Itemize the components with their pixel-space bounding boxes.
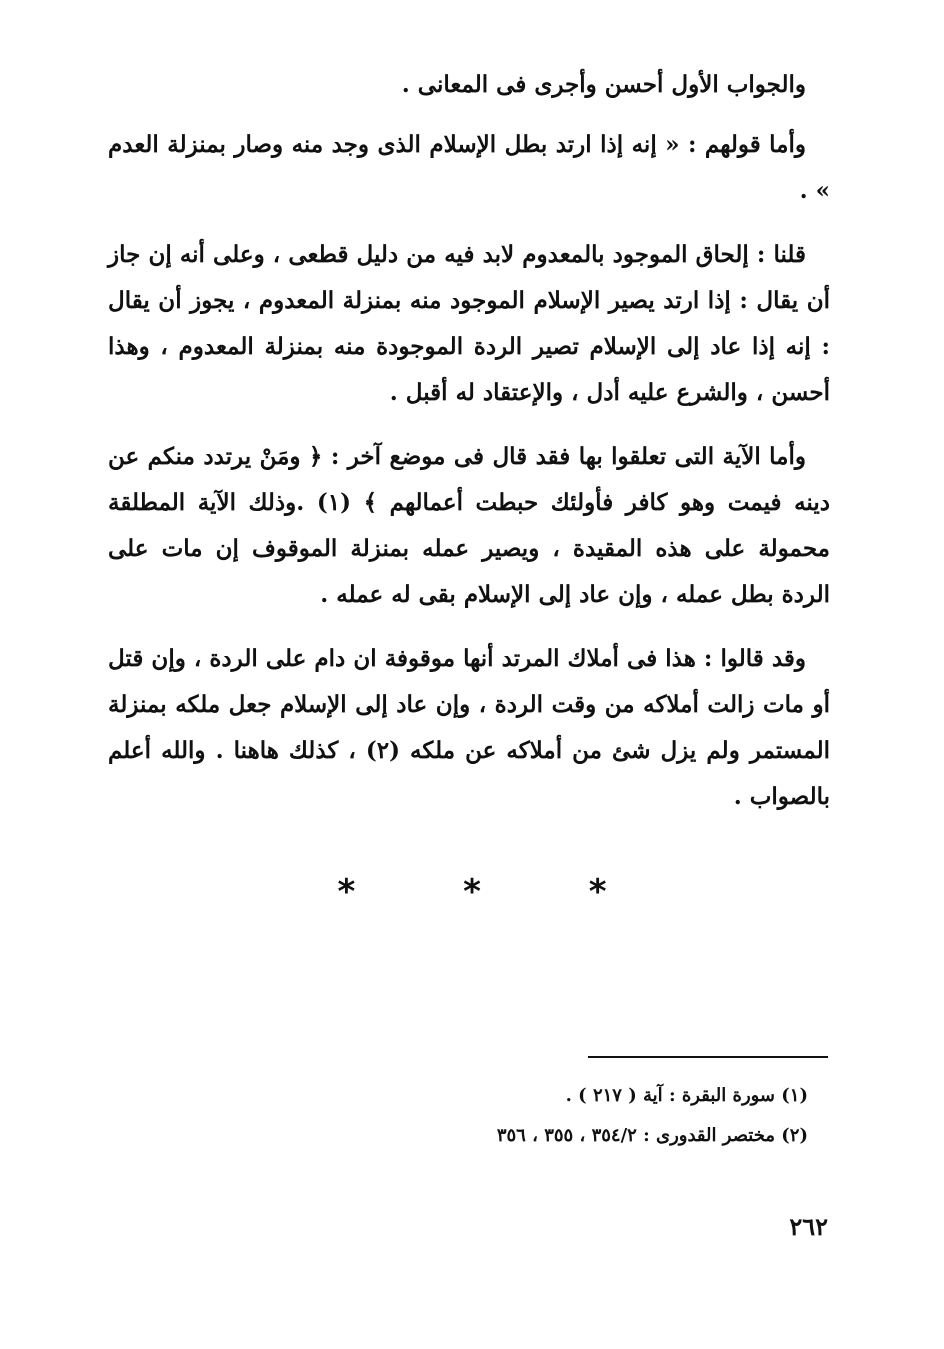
paragraph-3: قلنا : إلحاق الموجود بالمعدوم لابد فيه من دليل قطعى ، وعلى أنه إن جاز أن يقال : إذا ارتد يصير الإسلام الموجود منه بمنزلة المعدوم ، يجوز أن يقال : إنه إذا عاد إلى الإسلام تصير الردة الموجودة منه بمنزلة المعدوم ، وهذا أحسن ، والشرع عليه أدل ، والإعتقاد له أقبل . bbox=[108, 241, 830, 406]
footnote-2: (٢) مختصر القدورى : ٣٥٤/٢ ، ٣٥٥ ، ٣٥٦ bbox=[496, 1125, 808, 1146]
paragraph-1: والجواب الأول أحسن وأجرى فى المعانى . bbox=[401, 71, 806, 98]
page-number: ٢٦٢ bbox=[789, 1212, 828, 1241]
footnote-divider bbox=[588, 1056, 828, 1058]
footnote-1: (١) سورة البقرة : آية ( ٢١٧ ) . bbox=[565, 1085, 808, 1106]
main-text bbox=[108, 62, 830, 838]
paragraph-5: وقد قالوا : هذا فى أملاك المرتد أنها موقوفة ان دام على الردة ، وإن قتل أو مات زالت أملاكه من وقت الردة ، وإن عاد إلى الإسلام جعل ملكه بمنزلة المستمر ولم يزل شئ من أملاكه عن ملكه (٢) ، كذلك هاهنا . والله أعلم بالصواب . bbox=[108, 645, 830, 810]
section-separator: * * * bbox=[337, 872, 655, 912]
paragraph-4: وأما الآية التى تعلقوا بها فقد قال فى موضع آخر : ﴿ ومَنْ يرتدد منكم عن دينه فيمت وهو كافر فأولئك حبطت أعمالهم ﴾ (١) .وذلك الآية المطلقة محمولة على هذه المقيدة ، ويصير عمله بمنزلة الموقوف إن مات على الردة بطل عمله ، وإن عاد إلى الإسلام بقى له عمله . bbox=[108, 443, 830, 608]
paragraph-2: وأما قولهم : « إنه إذا ارتد بطل الإسلام الذى وجد منه وصار بمنزلة العدم » . bbox=[108, 131, 830, 204]
footnotes bbox=[108, 1076, 808, 1156]
